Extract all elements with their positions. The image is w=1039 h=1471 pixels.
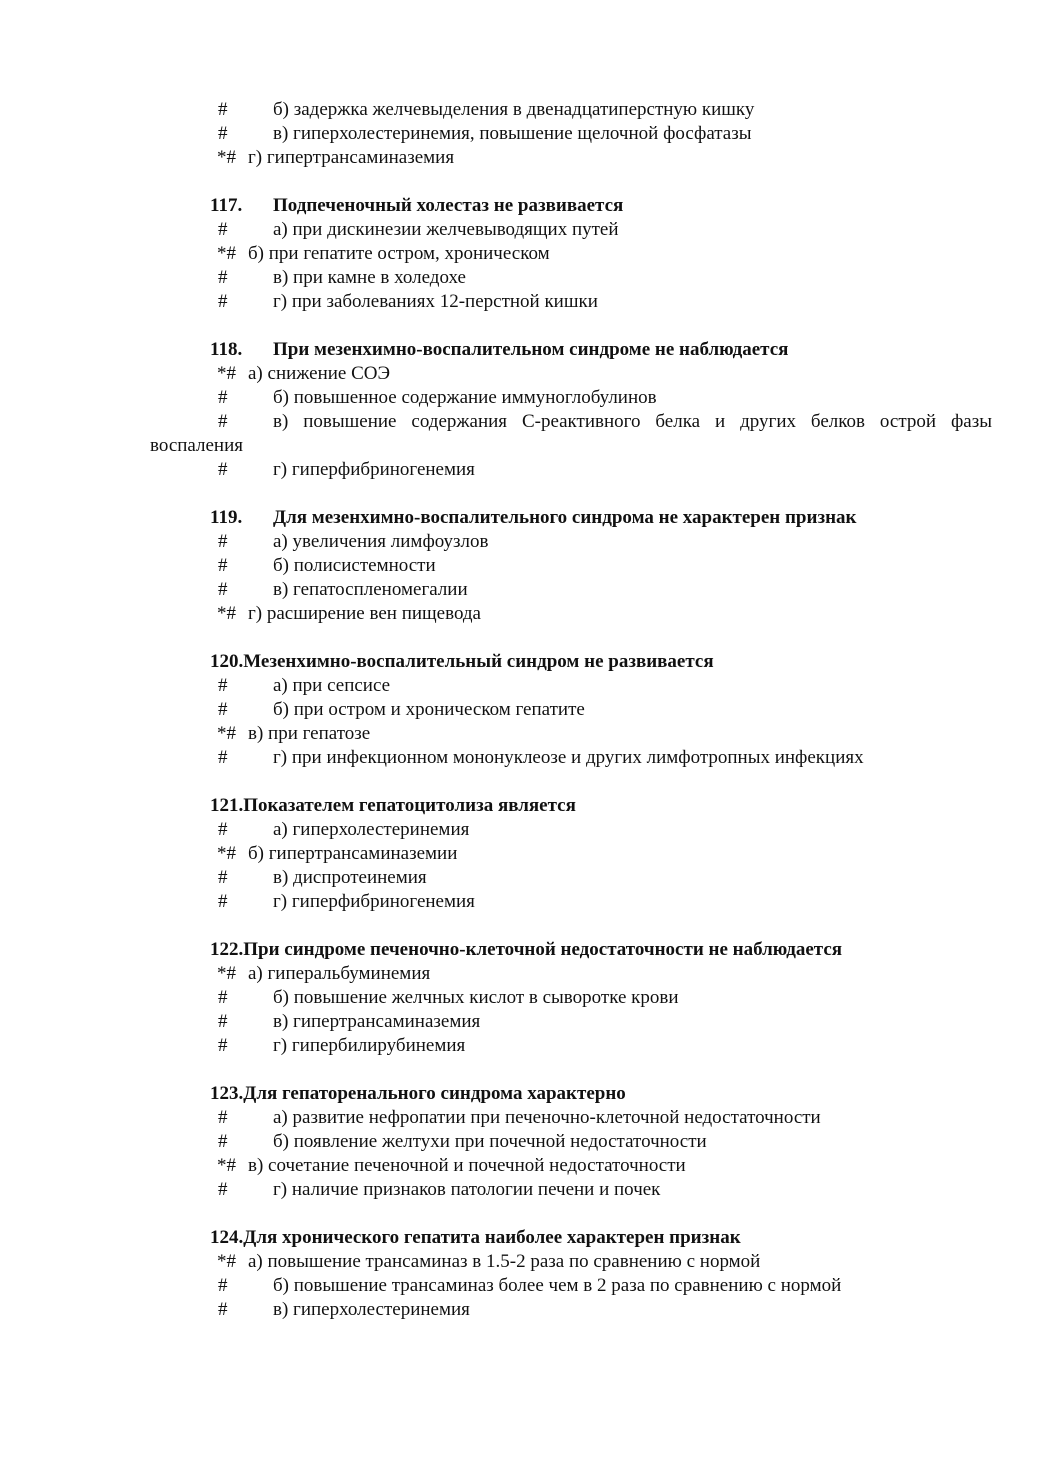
question-title: При мезенхимно-воспалительном синдроме не наблюдается — [273, 339, 789, 360]
answer-option — [150, 1298, 992, 1322]
option-marker: # — [218, 123, 228, 144]
question-title: Подпеченочный холестаз не развивается — [273, 195, 624, 216]
option-marker: *# — [217, 243, 236, 264]
answer-option-correct — [150, 242, 992, 266]
question-heading — [150, 1226, 992, 1250]
answer-option — [150, 986, 992, 1010]
option-text: г) гиперфибриногенемия — [273, 459, 475, 480]
option-text: б) повышенное содержание иммуноглобулинов — [273, 387, 657, 408]
option-marker: # — [218, 675, 228, 696]
answer-option — [150, 266, 992, 290]
answer-option — [150, 530, 992, 554]
option-text: в) гиперхолестеринемия — [273, 1299, 470, 1320]
option-text: в) гепатоспленомегалии — [273, 579, 468, 600]
answer-option — [150, 866, 992, 890]
option-marker: # — [218, 747, 228, 768]
answer-option — [150, 554, 992, 578]
option-marker: # — [218, 291, 228, 312]
option-text: б) гипертрансаминаземии — [248, 843, 458, 864]
question-heading — [150, 338, 992, 362]
option-text: б) при гепатите остром, хроническом — [248, 243, 550, 264]
option-marker: # — [218, 699, 228, 720]
question-number: 117. — [210, 195, 243, 216]
option-marker: # — [218, 459, 228, 480]
option-marker: *# — [217, 1251, 236, 1272]
question-heading — [150, 506, 992, 530]
answer-option-correct — [150, 1154, 992, 1178]
option-marker: # — [218, 1107, 228, 1128]
answer-option — [150, 818, 992, 842]
answer-option-correct — [150, 962, 992, 986]
option-text: г) при заболеваниях 12-перстной кишки — [273, 291, 598, 312]
continuation-text: воспаления — [150, 435, 244, 456]
option-marker: # — [218, 387, 228, 408]
option-text: а) снижение СОЭ — [248, 363, 391, 384]
question-heading — [150, 1082, 992, 1106]
answer-option — [150, 1034, 992, 1058]
option-text: г) гиперфибриногенемия — [273, 891, 475, 912]
option-text: б) появление желтухи при почечной недостаточности — [273, 1131, 707, 1152]
answer-option — [150, 1178, 992, 1202]
answer-option — [150, 698, 992, 722]
option-text: в) при гепатозе — [248, 723, 371, 744]
option-text: в) гипертрансаминаземия — [273, 1011, 481, 1032]
option-marker: # — [218, 1275, 228, 1296]
answer-option — [150, 1130, 992, 1154]
answer-option-correct — [150, 842, 992, 866]
option-marker: # — [218, 579, 228, 600]
question-title: Для мезенхимно-воспалительного синдрома не характерен признак — [273, 507, 857, 528]
question-heading — [150, 938, 992, 962]
option-text: а) гиперхолестеринемия — [273, 819, 470, 840]
question-heading — [150, 794, 992, 818]
option-marker: # — [218, 987, 228, 1008]
option-text: а) увеличения лимфоузлов — [273, 531, 489, 552]
question-heading — [150, 650, 992, 674]
answer-option — [150, 578, 992, 602]
option-text: а) развитие нефропатии при печеночно-клеточной недостаточности — [273, 1107, 821, 1128]
answer-option — [150, 1106, 992, 1130]
option-marker: # — [218, 99, 228, 120]
option-text: б) задержка желчевыделения в двенадцатиперстную кишку — [273, 99, 755, 120]
option-marker: # — [218, 1299, 228, 1320]
option-text: в) диспротеинемия — [273, 867, 427, 888]
option-text: б) полисистемности — [273, 555, 436, 576]
answer-option — [150, 122, 992, 146]
question-title: 122.При синдроме печеночно-клеточной недостаточности не наблюдается — [210, 939, 843, 960]
option-text: б) повышение желчных кислот в сыворотке крови — [273, 987, 679, 1008]
question-title: 123.Для гепаторенального синдрома характерно — [210, 1083, 626, 1104]
question-number: 119. — [210, 507, 243, 528]
answer-option-correct — [150, 602, 992, 626]
option-marker: # — [218, 1011, 228, 1032]
option-text: г) расширение вен пищевода — [248, 603, 481, 624]
option-marker: # — [218, 1035, 228, 1056]
option-continuation — [150, 434, 992, 458]
option-marker: # — [218, 555, 228, 576]
option-marker: # — [218, 531, 228, 552]
option-text: а) гиперальбуминемия — [248, 963, 431, 984]
answer-option — [150, 674, 992, 698]
question-number: 118. — [210, 339, 243, 360]
option-marker: # — [218, 219, 228, 240]
option-text: в) повышение содержания С-реактивного белка и других белков острой фазы — [273, 411, 992, 432]
answer-option — [150, 1010, 992, 1034]
option-marker: *# — [217, 963, 236, 984]
answer-option-correct — [150, 146, 992, 170]
answer-option — [150, 1274, 992, 1298]
answer-option — [150, 98, 992, 122]
option-text: в) сочетание печеночной и почечной недостаточности — [248, 1155, 686, 1176]
option-marker: # — [218, 1131, 228, 1152]
question-heading — [150, 194, 992, 218]
option-text: а) при сепсисе — [273, 675, 391, 696]
option-text: в) при камне в холедохе — [273, 267, 466, 288]
option-marker: *# — [217, 723, 236, 744]
option-marker: # — [218, 267, 228, 288]
answer-option — [150, 218, 992, 242]
option-text: г) гипербилирубинемия — [273, 1035, 466, 1056]
question-title: 120.Мезенхимно-воспалительный синдром не развивается — [210, 651, 714, 672]
question-title: 124.Для хронического гепатита наиболее характерен признак — [210, 1227, 741, 1248]
option-marker: *# — [217, 363, 236, 384]
option-marker: *# — [217, 843, 236, 864]
option-text: в) гиперхолестеринемия, повышение щелочной фосфатазы — [273, 123, 752, 144]
option-text: а) при дискинезии желчевыводящих путей — [273, 219, 619, 240]
option-text: г) наличие признаков патологии печени и почек — [273, 1179, 661, 1200]
page-content — [150, 98, 992, 1322]
option-marker: *# — [217, 147, 236, 168]
option-text: б) повышение трансаминаз более чем в 2 раза по сравнению с нормой — [273, 1275, 842, 1296]
option-marker: # — [218, 891, 228, 912]
option-text: г) гипертрансаминаземия — [248, 147, 455, 168]
question-title: 121.Показателем гепатоцитолиза является — [210, 795, 576, 816]
option-marker: # — [218, 1179, 228, 1200]
answer-option — [150, 890, 992, 914]
answer-option — [150, 458, 992, 482]
option-marker: *# — [217, 1155, 236, 1176]
answer-option — [150, 290, 992, 314]
answer-option — [150, 410, 992, 434]
answer-option — [150, 386, 992, 410]
answer-option-correct — [150, 362, 992, 386]
option-marker: # — [218, 411, 228, 432]
option-text: а) повышение трансаминаз в 1.5-2 раза по сравнению с нормой — [248, 1251, 761, 1272]
option-marker: # — [218, 819, 228, 840]
answer-option — [150, 746, 992, 770]
answer-option-correct — [150, 1250, 992, 1274]
option-text: б) при остром и хроническом гепатите — [273, 699, 585, 720]
option-marker: *# — [217, 603, 236, 624]
option-marker: # — [218, 867, 228, 888]
option-text: г) при инфекционном мононуклеозе и других лимфотропных инфекциях — [273, 747, 864, 768]
answer-option-correct — [150, 722, 992, 746]
